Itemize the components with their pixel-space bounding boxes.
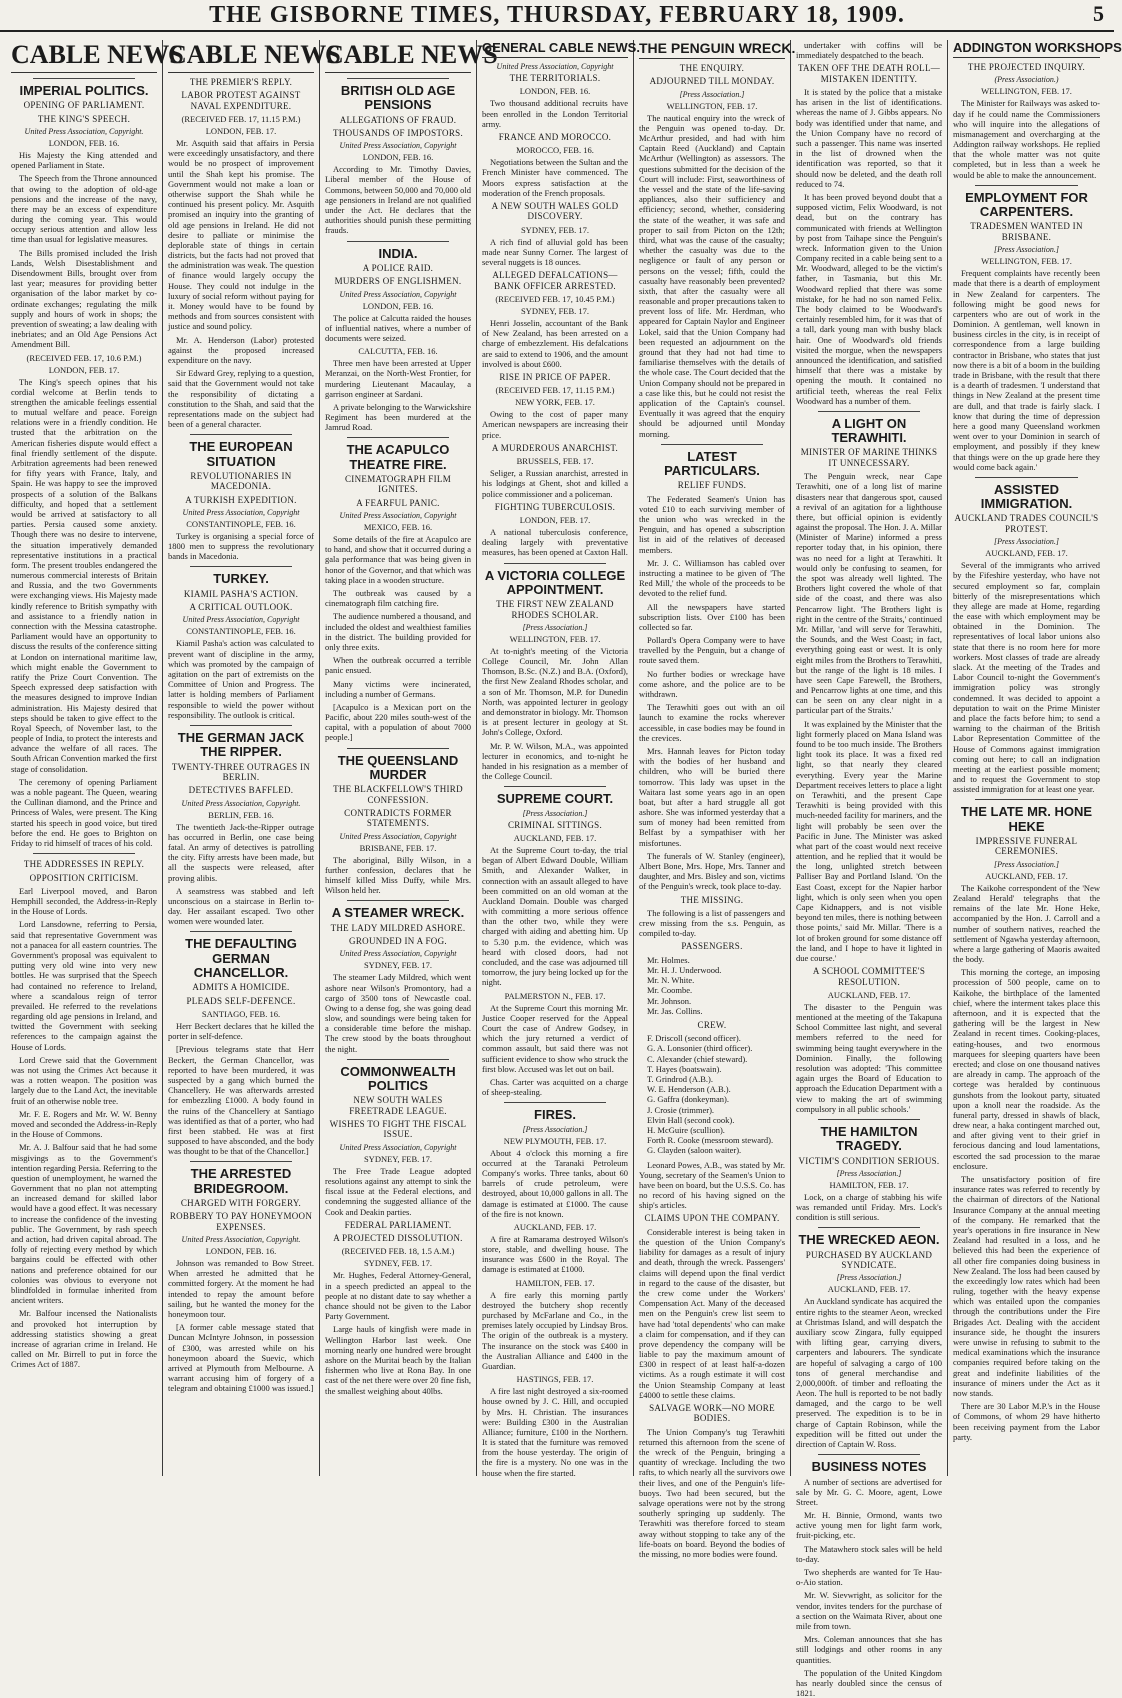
- dateline: SYDNEY, FEB. 17.: [363, 1258, 433, 1269]
- article-paragraph: Frequent complaints have recently been made that there is a dearth of employment in New Zealand for carpenters. The following might be good news for carpenters who are out of work in the Dominion. A gentleman, well known in business circles in the city, is in receipt of correspondence from a large building contractor in Brisbane, who states that just now there is a bit of a boom in the building trade in Brisbane, with the result that there is a dearth of tradesmen. 'I understand that things in New Zealand at the present time are dull, and that trade is fairly slack. I know that during the time of depression here a good many Queensland workmen went over to your Dominion in search of employment, and possibly if they knew that things were on the up grade here they would come back again.': [953, 268, 1100, 472]
- divider: [975, 185, 1078, 186]
- article-paragraph: Mr. H. Binnie, Ormond, wants two active young men for light farm work, fruit-picking, etc.: [796, 1510, 942, 1541]
- article-paragraph: Mrs. Coleman announces that she has still lodgings and other rooms in any quantities.: [796, 1634, 942, 1665]
- dateline: AUCKLAND, FEB. 17.: [513, 832, 597, 843]
- page-number: 5: [1093, 1, 1104, 26]
- headline: FIRES.: [534, 1107, 576, 1123]
- dateline: LONDON, FEB. 17.: [519, 515, 591, 526]
- subheadline: OPENING OF PARLIAMENT.: [23, 100, 145, 111]
- list-item: H. McGuire (scullion).: [647, 1124, 725, 1135]
- subheadline: TRADESMEN WANTED IN BRISBANE.: [970, 221, 1083, 242]
- subheadline: AUCKLAND TRADES COUNCIL'S PROTEST.: [954, 513, 1099, 534]
- agency-credit: United Press Association, Copyright: [339, 949, 457, 959]
- dateline: WELLINGTON, FEB. 17.: [666, 100, 758, 111]
- article-paragraph: Large hauls of kingfish were made in Wellington Harbor last week. One morning nearly one hundred were brought ashore on the Muritai beach by the Italian fishermen who live at Rona Bay. In one cast of the net there were over 20 fine fish, the smallest weighing about 40lbs.: [325, 1324, 471, 1396]
- dateline: AUCKLAND, FEB. 17.: [985, 548, 1068, 559]
- divider: [190, 1161, 292, 1162]
- article-paragraph: At the Supreme Court this morning Mr. Justice Cooper reserved for the Appeal Court the case of Andrew Godsey, in which the jury returned a verdict of common assault, but said there was not sufficient evidence to show who struck the first blow. Accused was let out on bail.: [482, 1002, 628, 1074]
- divider: [347, 78, 449, 79]
- dateline: BRUSSELS, FEB. 17.: [516, 456, 594, 467]
- headline: SUPREME COURT.: [496, 791, 614, 807]
- masthead: [0, 0, 1114, 32]
- subheadline: THE ADDRESSES IN REPLY.: [23, 859, 145, 870]
- divider: [818, 1119, 920, 1120]
- agency-credit: [Press Association.]: [994, 859, 1059, 869]
- article-paragraph: The disaster to the Penguin was mentioned at the meeting of the Takapuna School Committee last night, and several members referred to the need for swimming being taught everywhere in the Dominion. Finally, the following resolution was adopted: 'This committee again urges the Board of Education to approach the Education Department with a view to making the art of swimming compulsory in all public schools.': [796, 1001, 942, 1114]
- dateline: LONDON, FEB. 17.: [48, 364, 120, 375]
- divider: [818, 1454, 920, 1455]
- column-heading: CABLE NEWS: [325, 40, 471, 73]
- subheadline: LABOR PROTEST AGAINST NAVAL EXPENDITURE.: [181, 90, 301, 111]
- article-paragraph: A seamstress was stabbed and left unconscious on a staircase in Berlin to-day. Her assailant escaped. Two other women were wounded later.: [168, 885, 314, 927]
- article-paragraph: A private belonging to the Warwickshire Regiment has been murdered at the Jamrud Road.: [325, 401, 471, 433]
- subheadline: A SCHOOL COMMITTEE'S RESOLUTION.: [812, 966, 926, 987]
- subheadline: WISHES TO FIGHT THE FISCAL ISSUE.: [329, 1119, 467, 1140]
- agency-credit: [Press Association.]: [994, 245, 1059, 255]
- subheadline: THE BLACKFELLOW'S THIRD CONFESSION.: [333, 784, 463, 805]
- dateline: NEW YORK, FEB. 17.: [515, 397, 595, 408]
- article-paragraph: Two thousand additional recruits have been enrolled in the London Territorial army.: [482, 98, 628, 129]
- dateline: CALCUTTA, FEB. 16.: [358, 346, 438, 357]
- divider: [347, 437, 449, 438]
- subheadline: THE MISSING.: [680, 894, 744, 905]
- article-paragraph: The Matawhero stock sales will be held to-day.: [796, 1543, 942, 1564]
- dateline: CONSTANTINOPLE, FEB. 16.: [186, 626, 296, 637]
- article-paragraph: Several of the immigrants who arrived by the Fifeshire yesterday, who have not secured employment so far, complain bitterly of the misrepresentations which they allege are made at Home, regarding the ease with which employment may be obtained in the Dominion. The representatives of local labor unions also state that there is no room here for more workers. Most classes of trade are already slack. At the meeting of the Trades and Labor Council to-night the Government's immigration policy was strongly condemned. It was decided to appoint a deputation to wait on the Prime Minister and place the facts before him; to send a warning to the chairman of the British Labor Representation Committee of the House of Commons against immigration coming out here; to call an indignation meeting at the earliest possible moment; and to request the Government to stop assisted immigration for at least one year.: [953, 560, 1100, 795]
- article-paragraph: Mr. Hughes, Federal Attorney-General, in a speech predicted an appeal to the people at no distant date to say whether a chance should not be given to the Labor Party Government.: [325, 1270, 471, 1322]
- column-heading: ADDINGTON WORKSHOPS: [953, 40, 1100, 58]
- article-paragraph: Leonard Powes, A.B., was stated by Mr. Young, secretary of the Seamen's Union to have been on board, but the U.S.S. Co. has no record of his having signed on the ship's articles.: [639, 1159, 785, 1211]
- headline: EMPLOYMENT FOR CARPENTERS.: [965, 189, 1088, 220]
- list-item: Mr. Johnson.: [647, 995, 692, 1006]
- subheadline: THE PROJECTED INQUIRY.: [967, 62, 1086, 72]
- column-1: [6, 40, 184, 1476]
- dateline: BERLIN, FEB. 16.: [208, 809, 274, 820]
- article-paragraph: [A former cable message stated that Duncan McIntyre Johnson, in possession of £300, was arrested while on his honeymoon aboard the Suevic, which arrived at Plymouth from Melbourne. A warrant accusing him of forgery of a telegram and obtaining £1000 was issued.]: [168, 1322, 314, 1394]
- article-paragraph: Johnson was remanded to Bow Street. When arrested he admitted that he committed forgery. At the moment he had intended to repay the amount before sailing, but he wanted the money for the honeymoon tour.: [168, 1258, 314, 1320]
- agency-credit: United Press Association, Copyright: [339, 141, 457, 151]
- agency-credit: United Press Association, Copyright: [339, 831, 457, 841]
- agency-credit: [Press Association.]: [522, 808, 588, 818]
- agency-credit: United Press Association, Copyright: [339, 289, 457, 299]
- article-paragraph: Many victims were incinerated, including a number of Germans.: [325, 678, 471, 699]
- subheadline: THE PREMIER'S REPLY.: [189, 77, 293, 87]
- headline: TURKEY.: [213, 571, 269, 587]
- column-7: [948, 40, 1122, 1476]
- divider: [347, 900, 449, 901]
- agency-credit: [Press Association.]: [836, 1168, 902, 1178]
- article-paragraph: Considerable interest is being taken in the question of the Union Company's liability for damages as a result of injury and death, through the wreck. Passengers' claims will depend upon the final verdict in regard to the cause of the disaster, but the crew come under the Workers' Compensation Act. Many of the deceased men on the Penguin's crew list seem to have had 'total dependents' who can make a claim for compensation, and if they can prove dependency the company will be liable to pay the maximum amount of £300 in respect of at least half-a-dozen victims. As a rough estimate it will cost the Union Steamship Company at least £4000 to settle these claims.: [639, 1226, 785, 1400]
- divider: [33, 853, 135, 854]
- subheadline: TWENTY-THREE OUTRAGES IN BERLIN.: [171, 761, 311, 782]
- dateline: SYDNEY, FEB. 17.: [520, 224, 590, 235]
- subheadline: TAKEN OFF THE DEATH ROLL—MISTAKEN IDENTITY.: [797, 63, 941, 84]
- agency-credit: United Press Association, Copyright: [339, 511, 457, 521]
- article-paragraph: Lord Lansdowne, referring to Persia, said that representative Government was not a panacea for all eastern countries. The Government's proposal was equivalent to putting very old wine into very new bottles. He was surprised that the Speech had contained no reference to Ireland, where a scandalous reign of terror prevailed. He referred to the revelations regarding old age pensions in Ireland, and twitted the Government with seeking references to the campaign against the House of Lords.: [11, 919, 157, 1052]
- article-paragraph: Mr. Balfour incensed the Nationalists and provoked hot interruption by addressing statistics showing a great increase of agrarian crime in Ireland. He called on Mr. Birrell to put in force the Crimes Act of 1887.: [11, 1308, 157, 1370]
- article-paragraph: No further bodies or wreckage have come ashore, and the police are to be withdrawn.: [639, 668, 785, 699]
- article-paragraph: [Previous telegrams state that Herr Beckert, the German Chancellor, was reported to have been murdered, it was suspected by a gang which burned the Chancellery. He was afterwards arrested for embezzling £1000. A body found in the ruins of the Chancellery at Santiago was identified as that of a porter, who had first been stabbed. He was at first supposed to have absconded, and the body was thought to be that of the Chancellor.]: [168, 1044, 314, 1157]
- article-paragraph: About 4 o'clock this morning a fire occurred at the Taranaki Petroleum Company's works. Three tanks, about 60 barrels of crude petroleum, were destroyed, about 10,000 gallons in all. The damage is estimated at £1000. The cause of the fire is not known.: [482, 1147, 628, 1219]
- article-paragraph: Negotiations between the Sultan and the French Minister have commenced. The Moors express satisfaction at the moderation of the French proposals.: [482, 157, 628, 198]
- headline: THE LATE MR. HONE HEKE: [960, 804, 1093, 834]
- subheadline: MURDERS OF ENGLISHMEN.: [334, 276, 462, 287]
- subheadline: IMPRESSIVE FUNERAL CEREMONIES.: [975, 836, 1078, 857]
- column-heading: GENERAL CABLE NEWS.: [482, 40, 628, 58]
- dateline: (RECEIVED FEB. 17, 11.15 P.M.): [181, 114, 301, 125]
- article-paragraph: According to Mr. Timothy Davies, Liberal member of the House of Commons, between 50,000 and 70,000 old age pensioners in Ireland are not qualified under the Act. He declares that the authorities should punish these permitting frauds.: [325, 164, 471, 236]
- article-paragraph: Lord Crewe said that the Government was not using the Crimes Act because it was a rotten weapon. The position was largely due to the Land Act, the inevitable fruit of an otherwise noble tree.: [11, 1054, 157, 1106]
- article-paragraph: Pollard's Opera Company were to have travelled by the Penguin, but a change of route saved them.: [639, 635, 785, 666]
- dateline: AUCKLAND, FEB. 17.: [827, 989, 911, 1000]
- article-paragraph: [Acapulco is a Mexican port on the Pacific, about 220 miles south-west of the capital, with a population of about 7000 people.]: [325, 701, 471, 743]
- headline: A STEAMER WRECK.: [331, 905, 465, 921]
- list-item: Mr. Coombe.: [647, 985, 693, 996]
- dateline: SYDNEY, FEB. 17.: [363, 960, 433, 971]
- column-3: [320, 40, 498, 1476]
- list-item: Elvin Hall (second cook).: [647, 1114, 735, 1125]
- subheadline: MINISTER OF MARINE THINKS IT UNNECESSARY.: [800, 447, 938, 468]
- dateline: LONDON, FEB. 16.: [48, 137, 120, 148]
- headline: BUSINESS NOTES: [811, 1459, 927, 1475]
- dateline: WELLINGTON, FEB. 17.: [981, 256, 1072, 267]
- subheadline: A NEW SOUTH WALES GOLD DISCOVERY.: [491, 201, 619, 222]
- agency-credit: United Press Association, Copyright: [182, 507, 300, 517]
- subheadline: THE TERRITORIALS.: [509, 73, 601, 83]
- article-paragraph: The steamer Lady Mildred, which went ashore near Wilson's Promontory, had a cargo of 3500 tons of Newcastle coal. Owing to a dense fog, she was going dead slow, and soundings were being taken for a considerable time before the mishap. The crew stood by the boats throughout the night.: [325, 972, 471, 1054]
- divider: [347, 748, 449, 749]
- divider: [661, 444, 763, 445]
- agency-credit: [Press Association.]: [836, 1273, 902, 1283]
- dateline: SYDNEY, FEB. 17.: [363, 1153, 433, 1164]
- article-paragraph: The twentieth Jack-the-Ripper outrage has occurred in Berlin, one case being fatal. An army of detectives is patrolling the city. Fifty arrests have been made, but all the suspects were released, after proving alibis.: [168, 821, 314, 883]
- article-paragraph: Mr. P. W. Wilson, M.A., was appointed lecturer in economics, and to-night he handed in his resignation as a member of the College Council.: [482, 740, 628, 782]
- article-paragraph: The Union Company's tug Terawhiti returned this afternoon from the scene of the wreck of the Penguin, bringing a quantity of wreckage. Including the two rafts, to which nearly all the survivors owe their lives, and one of the Penguin's life-buoys. Two had been secured, but the salvage operations were not by the strong southerly springing up suddenly. The Terawhiti was therefore forced to steam away without stopping to take any of the life-boats on board. Beyond the bodies of the missing, no more bodies were found.: [639, 1426, 785, 1559]
- divider: [190, 725, 292, 726]
- article-paragraph: Some details of the fire at Acapulco are to hand, and show that it occurred during a gala performance that was being given in honor of the Governor, and that which was taking place in a wooden structure.: [325, 534, 471, 585]
- subheadline: DETECTIVES BAFFLED.: [188, 785, 294, 796]
- subheadline: PURCHASED BY AUCKLAND SYNDICATE.: [805, 1249, 933, 1271]
- divider: [347, 241, 449, 242]
- list-item: Mr. H. J. Underwood.: [647, 965, 722, 975]
- article-paragraph: When the outbreak occurred a terrible panic ensued.: [325, 655, 471, 676]
- list-item: G. A. Lonsonier (third officer).: [647, 1043, 753, 1054]
- subheadline: PASSENGERS.: [681, 941, 743, 952]
- article-paragraph: A fire last night destroyed a six-roomed house owned by J. C. Hill, and occupied by Mrs. H. Christian. The insurances were: Building £300 in the Australian Alliance; furniture, £100 in the Northern. It is stated that the furniture was removed from the house yesterday. The origin of the fire is a mystery. No one was in the house when the fire started.: [482, 1386, 628, 1478]
- dateline: HASTINGS, FEB. 17.: [516, 1374, 594, 1385]
- article-paragraph: undertaker with coffins will be immediately despatched to the beach.: [796, 40, 942, 61]
- subheadline: CREW.: [697, 1019, 727, 1030]
- subheadline: KIAMIL PASHA'S ACTION.: [183, 588, 299, 599]
- dateline: SYDNEY, FEB. 17.: [520, 305, 590, 316]
- article-paragraph: An Auckland syndicate has acquired the entire rights to the steamer Aeon, wrecked at Christmas Island, and will despatch the auxiliary scow Zingara, fully equipped with lifting gear, carrying divers, carpenters and labourers. The syndicate are hopeful of salvaging a cargo of 100 tons of general merchandise and 2,000,000ft. of timber and refloating the Aeon. The hull is reported to be not badly damaged, and the cargo to be well preserved. The expedition is to be in charge of Captain Robinson, while the expedition will be fitted out under the direction of Captain W. Ross.: [796, 1296, 942, 1450]
- article-paragraph: This morning the cortege, an imposing procession of 500 people, came on to Kaikohe, the birthplace of the lamented chief, where the interment takes place this afternoon, and it is expected that the gathering will be the largest in New Zealand in recent times. Cooking-places, eating-houses, and two enormous marquees for sleeping quarters have been erected; and close on one thousand natives are already in camp. The approach of the cortege was heralded by continuous gunshots from the lookout party, situated upon a knoll near the roadside. As the funeral party, dressed in shawls of black, drew near, a haka contingent marched out, and after giving vent to their grief in ferocious dancing and loud lamentations, escorted the sad procession to the marae enclosure.: [953, 967, 1100, 1171]
- list-item: Mr. Holmes.: [647, 954, 690, 965]
- subheadline: RISE IN PRICE OF PAPER.: [499, 371, 611, 382]
- column-4: [477, 40, 640, 1478]
- article-paragraph: Chas. Carter was acquitted on a charge of sheep-stealing.: [482, 1076, 628, 1098]
- list-item: W. E. Henderson (A.B.).: [647, 1084, 731, 1095]
- subheadline: VICTIM'S CONDITION SERIOUS.: [798, 1155, 940, 1166]
- headline: THE DEFAULTING GERMAN CHANCELLOR.: [185, 936, 297, 981]
- article-paragraph: Kiamil Pasha's action was calculated to prevent want of discipline in the army, which was promoted by the campaign of agitation on the part of extremists on the Committee of Union and Progress. The latter is holding members of Parliament responsible to wield the power without responsibility. The outlook is critical.: [168, 638, 314, 720]
- headline: INDIA.: [378, 245, 418, 261]
- list-item: G. Gaffra (donkeyman).: [647, 1094, 729, 1105]
- subheadline: SALVAGE WORK—NO MORE BODIES.: [649, 1403, 775, 1424]
- headline: LATEST PARTICULARS.: [664, 448, 760, 478]
- divider: [190, 566, 292, 567]
- subheadline: RELIEF FUNDS.: [677, 480, 747, 491]
- dateline: HAMILTON, FEB. 17.: [829, 1179, 909, 1190]
- dateline: SANTIAGO, FEB. 16.: [201, 1009, 281, 1020]
- agency-credit: [Press Association.]: [522, 1124, 588, 1134]
- list-item: Mr. N. White.: [647, 975, 695, 986]
- headline: IMPERIAL POLITICS.: [19, 83, 149, 98]
- article-paragraph: The nautical enquiry into the wreck of the Penguin was opened to-day. Dr. McArthur presided, and had with him Captain Reed (Auckland) and Captain McArthur (Wellington) as assessors. The questions submitted for the decision of the Court will include: First, seaworthiness of the vessel and the state of the life-saving appliances, also their sufficiency and efficiency; second, whether, considering the state of the weather, it was safe and proper to sail from Picton on the 12th; third, what was the cause of the casualty; whether the casualty was due to the negligence or fault of any person or persons on the vessel; fifth, could the casualty have reasonably been prevented? sixth, that after the casualty were all reasonable and proper precautions taken to prevent loss of life. Mr. Herdman, who appeared for Captain Naylor and Engineer Lokel, said that the Union Company had been requested an adjournment on the ground that they had not had time to familiarise themselves with the details of the whole case. The Court decided that the Union Company should not be prepared in a case like this, but he could not resist the application of the Captain's counsel. Eventually it was agreed that the enquiry should be adjourned until Monday morning.: [639, 112, 785, 439]
- article-paragraph: It was explained by the Minister that the light formerly placed on Mana Island was found to be too much inside. The Brothers light took its place. It was a fixed red light, so that nearly they cleared everything. Every year the Marine Department receives letters to place a light on Terawhiti, and the present Cape Terawhiti is being provided with this much-needed facility for mariners, and the light will probably be seen over the Pacific in June. The Minister was asked what part of the coast would next receive attention, and he replied that it would be the long, unlighted stretch between Palliser Bay and Portland Island. 'On the East Coast, except for the Napier harbor light, which is only seen when you open Cape Kidnappers, and is not visible beyond ten miles, there is nothing between those points,' said Mr. Millar. 'There is a lot of broken ground for some distance off the land, and I hope to have it lighted in due course.': [796, 718, 942, 963]
- columns-container: [6, 40, 1122, 1698]
- agency-credit: United Press Association, Copyright.: [181, 1235, 301, 1245]
- subheadline: OPPOSITION CRITICISM.: [29, 872, 139, 883]
- subheadline: FEDERAL PARLIAMENT.: [344, 1219, 452, 1230]
- headline: THE GERMAN JACK THE RIPPER.: [177, 729, 305, 760]
- article-paragraph: The Kaikohe correspondent of the 'New Zealand Herald' telegraphs that the remains of the late Mr. Hone Heke, accompanied by the Hon. J. Carroll and a number of southern natives, reached the settlement of Ngawha yesterday afternoon, where a large gathering of Maoris awaited the body.: [953, 882, 1100, 965]
- subheadline: CONTRADICTS FORMER STATEMENTS.: [344, 807, 452, 829]
- article-paragraph: Mr. W. Sievwright, as solicitor for the vendor, invites tenders for the purchase of a section on the Waimata River, about one mile from town.: [796, 1590, 942, 1631]
- article-paragraph: A number of sections are advertised for sale by Mr. G. C. Moore, agent, Lowe Street.: [796, 1476, 942, 1507]
- list-item: Forth R. Cooke (messroom steward).: [647, 1135, 774, 1146]
- agency-credit: [Press Association.]: [522, 622, 588, 632]
- article-paragraph: Mrs. Hannah leaves for Picton today with the bodies of her husband and children, who will be buried there tomorrow. This lady was upset in the Waitara last some years ago in an open boat, but after a hard struggle all got ashore. She was informed yesterday that a sum of money had been remitted from Belfast by a sympathiser with her misfortunes.: [639, 745, 785, 848]
- headline: THE QUEENSLAND MURDER: [337, 752, 459, 782]
- headline: BRITISH OLD AGE PENSIONS: [340, 83, 456, 113]
- article-paragraph: The population of the United Kingdom has nearly doubled since the census of 1821.: [796, 1667, 942, 1698]
- agency-credit: United Press Association, Copyright: [496, 62, 614, 71]
- agency-credit: [Press Association.]: [994, 537, 1059, 547]
- dateline: PALMERSTON N., FEB. 17.: [504, 990, 606, 1001]
- subheadline: THE KING'S SPEECH.: [37, 113, 131, 124]
- subheadline: ALLEGED DEFALCATIONS—BANK OFFICER ARRESTED.: [492, 270, 618, 291]
- article-paragraph: The King's speech opines that his cordial welcome at Berlin tends to strengthen the amicable feelings essential to mutual welfare and peace. Foreign relations were in a friendly condition. He trusted that the arbitration on the American fisheries dispute would effect a final friendly settlement of the dispute. Arbitration agreements had been renewed for fifty years with France, Italy, and Spain. He was happy to see the improved prospects of a solution of the Balkans difficulty, and hoped that a settlement would be arrived at satisfactory to all parties. Persia caused some anxiety. Though there was no desire to intervene, the situation imperatively demanded representative institutions in a practical form. The present troubles endangered the numerous commercial interests of Britain and Russia, and the two Governments were exchanging views. His Majesty made kindly reference to British sympathy with and assistance to a friendly nation in connection with the Messina catastrophe. Parliament would have an opportunity to discuss the results of the conference sitting at London on international maritime law, which might enable the Government to ratify the Prize Court Convention. The Speech expressed deep satisfaction with the measures designed to improve Indian administration. His Majesty desired that steps should be taken to give effect to the Royal Speech, of November last, to the people of India, to protect the interests and advance the welfare of all races. The South African Convention marked the first stage of consolidation.: [11, 376, 157, 774]
- headline: A LIGHT ON TERAWHITI.: [831, 415, 907, 446]
- name-list: [647, 1033, 785, 1155]
- subheadline: CRIMINAL SITTINGS.: [507, 819, 603, 830]
- agency-credit: United Press Association, Copyright.: [181, 798, 301, 808]
- dateline: LONDON, FEB. 16.: [205, 1246, 277, 1257]
- agency-credit: United Press Association, Copyright: [339, 1142, 457, 1152]
- list-item: T. Grindrod (A.B.).: [647, 1074, 713, 1085]
- article-paragraph: The Penguin wreck, near Cape Terawhiti, one of a long list of marine disasters near that dangerous spot, caused a revival of an agitation for a lighthouse there, but official opinion is evidently against the proposal. The Hon. J. A. Millar (Minister of Marine) informed a press reporter today that, in his opinion, there was no need for a light at Terawhiti. It would only be confusing to seamen, for the spot was already well lighted. The Brothers light covered the whole of that side of the coast, and there was also Pencarrow light. 'The Brothers light is right in the centre of the Straits,' continued Mr. Millar, 'and will serve for Terawhiti, the Sounds, and the West Coast; in fact, everything going east or west. It is only eight miles from the Brothers to Terawhiti, but the range of the light is 18 miles. I have seen Cape Farewell, the Brothers, and Pencarrow lights at one time, and this can be seen on any clear night in a particular part of the Straits.': [796, 471, 942, 716]
- article-paragraph: All the newspapers have started subscription lists. Over £100 has been collected so far.: [639, 601, 785, 632]
- headline: THE WRECKED AEON.: [798, 1232, 940, 1248]
- article-paragraph: The unsatisfactory position of fire insurance rates was referred to recently by the chairman of directors of the National Insurance Company at the annual meeting of the company. He remarked that the year's operations in fire insurance in New Zealand had resulted in a loss, and he believed this had been the experience of all other fire companies doing business in New Zealand. The loss had been caused by the exceedingly low rates which had been ruling, together with the heavy expense which was entailed upon the companies through the contributions under the Fire Brigades Act. Dealing with the accident insurance side, he thought the insurers were unwise in refusing to submit to the medical examinations which the insurance companies required before taking on the great and indefinite liabilities of the insurance of miners under the Act as it now stands.: [953, 1174, 1100, 1398]
- dateline: AUCKLAND, FEB. 17.: [827, 1284, 911, 1295]
- headline: A VICTORIA COLLEGE APPOINTMENT.: [484, 567, 626, 597]
- article-paragraph: A rich find of alluvial gold has been made near Sunny Corner. The largest of several nuggets is 18 ounces.: [482, 236, 628, 268]
- name-list: [647, 955, 785, 1016]
- column-2: [163, 40, 341, 1476]
- subheadline: ADMITS A HOMICIDE.: [192, 982, 290, 993]
- dateline: MOROCCO, FEB. 16.: [516, 145, 594, 156]
- article-paragraph: There are 30 Labor M.P.'s in the House of Commons, of whom 29 have hitherto been receiving payment from the Labor party.: [953, 1401, 1100, 1442]
- divider: [347, 1059, 449, 1060]
- dateline: NEW PLYMOUTH, FEB. 17.: [503, 1135, 607, 1146]
- article-paragraph: The audience numbered a thousand, and included the oldest and wealthiest families in the district. The building provided for only three exits.: [325, 611, 471, 652]
- subheadline: THE ENQUIRY.: [679, 63, 745, 73]
- article-paragraph: It is stated by the police that a mistake has arisen in the list of identifications. whereas the name of J. Gibbs appears. No body was identified under that name, and the Union Company have no record of such a passenger. This name was inserted in the list of drowned when the identification was reported, so that it should now be deleted, and the death roll reduced to 74.: [796, 87, 942, 189]
- subheadline: FRANCE AND MOROCCO.: [498, 131, 612, 142]
- agency-credit: (Press Association.): [994, 75, 1059, 85]
- subheadline: THOUSANDS OF IMPOSTORS.: [332, 127, 463, 138]
- subheadline: REVOLUTIONARIES IN MACEDONIA.: [190, 470, 292, 492]
- article-paragraph: The aboriginal, Billy Wilson, in a further confession, declares that he himself killed Miss Duffy, while Mrs. Wilson held her.: [325, 854, 471, 896]
- article-paragraph: A fire early this morning partly destroyed the butchery shop recently purchased by McFarlane and Co., in the premises lately occupied by Lindsay Bros. The origin of the outbreak is a mystery. The insurance on the stock was £400 in the Australian Alliance and £400 in the Guardian.: [482, 1289, 628, 1371]
- divider: [504, 563, 606, 564]
- column-heading: CABLE NEWS: [11, 40, 157, 73]
- subheadline: A TURKISH EXPEDITION.: [185, 494, 297, 505]
- masthead-title: THE GISBORNE TIMES, THURSDAY, FEBRUARY 18, 1909.: [209, 1, 905, 28]
- article-paragraph: The Minister for Railways was asked to-day if he could name the Commissioners who will inquire into the allegations of mismanagement and overcharging at the Addington railway workshops. He replied that the whole matter was not quite completed, but in less than a week he would be able to make the announcement.: [953, 98, 1100, 180]
- article-paragraph: The police at Calcutta raided the houses of influential natives, where a number of documents were seized.: [325, 312, 471, 343]
- dateline: AUCKLAND, FEB. 17.: [513, 1221, 597, 1232]
- headline: THE EUROPEAN SITUATION: [189, 439, 293, 469]
- article-paragraph: Three men have been arrested at Upper Meranzai, on the North-West Frontier, for murdering Lieutenant Macaulay, a garrison engineer at Sardani.: [325, 358, 471, 399]
- divider: [190, 434, 292, 435]
- subheadline: A MURDEROUS ANARCHIST.: [491, 442, 619, 453]
- article-paragraph: At to-night's meeting of the Victoria College Council, Mr. John Allan Thomson, B.Sc. (N.Z.) and B.A. (Oxford), the first New Zealand Rhodes scholar, and a son of Mr. Thomson, M.P. for Dunedin North, was appointed lecturer in geology and demonstrator in biology. Mr. Thomson is at present lecturer in geology at St. John's College, Oxford.: [482, 645, 628, 738]
- dateline: LONDON, FEB. 16.: [362, 300, 434, 311]
- subheadline: THE LADY MILDRED ASHORE.: [330, 922, 466, 933]
- divider: [504, 786, 606, 787]
- subheadline: THE FIRST NEW ZEALAND RHODES SCHOLAR.: [496, 599, 614, 620]
- article-paragraph: Sir Edward Grey, replying to a question, said that the Government would not take the responsibility of dictating a constitution to the Shah, and said that the representations made on the subject had been of a general character.: [168, 368, 314, 430]
- subheadline: ALLEGATIONS OF FRAUD.: [339, 114, 457, 125]
- article-paragraph: Mr. J. C. Williamson has cabled over instructing a matinee to be given of 'The Red Mill,' the whole of the proceeds to be devoted to the relief fund.: [639, 557, 785, 599]
- subheadline: A CRITICAL OUTLOOK.: [189, 602, 293, 613]
- subheadline: PLEADS SELF-DEFENCE.: [186, 995, 296, 1006]
- dateline: (RECEIVED FEB. 18, 1.5 A.M.): [341, 1246, 455, 1257]
- subheadline: CHARGED WITH FORGERY.: [180, 1198, 302, 1209]
- article-paragraph: Mr. A. J. Balfour said that he had some misgivings as to the Government's intention regarding Persia. Referring to the question of unemployment, he warned the Government that no plan not attempting an increased demand for skilled labor would have a good effect. It was necessary to increase the confidence of the investing public. The Government, by rash speech and action, had driven capital abroad. The folly of rejecting every method by which bargains could be effected with other nations and preference obtained for our colonies was obvious to everyone not blindfolded in formulae inherited from ancient writers.: [11, 1142, 157, 1306]
- subheadline: A PROJECTED DISSOLUTION.: [333, 1233, 463, 1244]
- subheadline: ROBBERY TO PAY HONEYMOON EXPENSES.: [169, 1211, 313, 1232]
- headline: THE HAMILTON TRAGEDY.: [820, 1123, 918, 1154]
- list-item: C. Alexander (chief steward).: [647, 1053, 748, 1064]
- article-paragraph: At the Supreme Court to-day, the trial began of Albert Edward Double, William Smith, and Alexander Walker, in connection with an assault alleged to have been committed on an old woman at the Auckland Domain. Double was charged with committing a more serious offence than the other two, while they were charged with aiding and abetting him. Up to 5.30 p.m. the evidence, which was heard with closed doors, had not concluded, and the case was adjourned till tomorrow, the jury being locked up for the night.: [482, 844, 628, 988]
- subheadline: GROUNDED IN A FOG.: [349, 936, 447, 946]
- article-paragraph: The Speech from the Throne announced that owing to the adoption of old-age pensions and the increase of the navy, there may be an excess of expenditure during the coming year. This would occupy serious attention and allow less time than usual for legislative measures.: [11, 173, 157, 245]
- article-paragraph: The Bills promised included the Irish Lands, Welsh Disestablishment and Disendowment Bills, brought over from last year; measures for providing better organisation of the labor market by co-ordinate exchanges; regulating the milk supply and hours of work in shops; the prevention of sweating; a law dealing with inebriates; and an Old Age Pensions Act Amendment Bill.: [11, 247, 157, 350]
- column-heading: THE PENGUIN WRECK.: [639, 40, 785, 59]
- article-paragraph: A fire at Ramarama destroyed Wilson's store, stable, and dwelling house. The insurance was £600 in the Royal. The damage is estimated at £1000.: [482, 1233, 628, 1275]
- divider: [504, 1102, 606, 1103]
- article-paragraph: Lock, on a charge of stabbing his wife was remanded until Friday. Mrs. Lock's condition is still serious.: [796, 1191, 942, 1223]
- article-paragraph: Turkey is organising a special force of 1800 men to suppress the revolutionary bands in Macedonia.: [168, 530, 314, 562]
- dateline: BRISBANE, FEB. 17.: [359, 842, 437, 853]
- subheadline: A POLICE RAID.: [362, 262, 434, 273]
- subheadline: CLAIMS UPON THE COMPANY.: [644, 1213, 780, 1224]
- article-paragraph: A national tuberculosis conference, dealing largely with preventative measures, has been opened at Caxton Hall.: [482, 527, 628, 558]
- list-item: Mr. Jas. Collins.: [647, 1005, 703, 1016]
- subheadline: FIGHTING TUBERCULOSIS.: [494, 501, 616, 512]
- article-paragraph: The Terawhiti goes out with an oil launch to examine the rocks wherever accessible, in case bodies may be found in the crevices.: [639, 702, 785, 743]
- article-paragraph: Mr. A. Henderson (Labor) protested against the proposed increased expenditure on the navy.: [168, 334, 314, 365]
- dateline: LONDON, FEB. 16.: [519, 86, 591, 97]
- subheadline: A FEARFUL PANIC.: [356, 497, 440, 508]
- dateline: LONDON, FEB. 17.: [205, 126, 277, 137]
- dateline: (RECEIVED FEB. 17, 10.45 P.M.): [495, 293, 615, 304]
- dateline: HAMILTON, FEB. 17.: [515, 1277, 595, 1288]
- subheadline: ADJOURNED TILL MONDAY.: [649, 76, 775, 87]
- column-5: [634, 40, 796, 1559]
- article-paragraph: Owing to the cost of paper many American newspapers are increasing their price.: [482, 409, 628, 440]
- article-paragraph: Seliger, a Russian anarchist, arrested in his lodgings at Ghent, shot and killed a police commissioner and a policeman.: [482, 468, 628, 499]
- article-paragraph: The following is a list of passengers and crew missing from the s.s. Penguin, as compiled to-day.: [639, 907, 785, 939]
- dateline: AUCKLAND, FEB. 17.: [985, 870, 1068, 881]
- article-paragraph: The Federated Seamen's Union has voted £10 to each surviving member of the union who was wrecked in the Penguin, and has opened a subscription list in aid of the relatives of deceased members.: [639, 493, 785, 555]
- article-paragraph: Mr. F. E. Rogers and Mr. W. W. Benny moved and seconded the Address-in-Reply in the House of Commons.: [11, 1108, 157, 1140]
- article-paragraph: Mr. Asquith said that affairs in Persia were exceedingly unsatisfactory, and there would be no prospect of improvement until the Shah kept his promise. The Government would not make a loan or otherwise support the Shah while he continued his present policy. Mr. Asquith promised an inquiry into the granting of old age pensions in Ireland. He did not desire to palliate or minimise the deplorable state of things in certain districts, but the facts had not proved that the administration was weak. The question of finance would largely occupy the House. They could not indulge in the luxury of social reform without paying for it. Money would have to be found by methods and from sources consistent with justice and sound policy.: [168, 138, 314, 332]
- divider: [33, 78, 135, 79]
- dateline: WELLINGTON, FEB. 17.: [981, 86, 1072, 97]
- article-paragraph: Earl Liverpool moved, and Baron Hemphill seconded, the Address-in-Reply in the House of Lords.: [11, 885, 157, 917]
- list-item: T. Hayes (boatswain).: [647, 1063, 722, 1074]
- column-heading: CABLE NEWS: [168, 40, 314, 73]
- dateline: WELLINGTON, FEB. 17.: [509, 633, 601, 644]
- article-paragraph: The outbreak was caused by a cinematograph film catching fire.: [325, 588, 471, 609]
- article-paragraph: It has been proved beyond doubt that a supposed victim, Felix Woodward, is not dead, but on the contrary has communicated with friends at Wellington by post from Taihape since the Penguin's wreck. Information given to the Union Company recited in a cable being sent to a Mr. Woodward, alleged to be the victim's father, in Tasmania, but this Mr. Woodward replied that there was some mistake, for he had no son named Felix. The body claimed to be Woodward's certainly resembled him, for it was that of a tall, dark young man with bushy black hair. One of Woodward's old friends visited the morgue, when the newspapers announced the identification, and satisfied himself that there was a mistake by opening the mouth. It contained no artificial teeth, whereas the real Felix Woodward has a number of them.: [796, 191, 942, 406]
- divider: [818, 411, 920, 412]
- agency-credit: United Press Association, Copyright.: [24, 126, 144, 136]
- subheadline: NEW SOUTH WALES FREETRADE LEAGUE.: [349, 1095, 447, 1116]
- list-item: J. Crosie (trimmer).: [647, 1104, 715, 1115]
- list-item: G. Clayden (saloon waiter).: [647, 1145, 742, 1156]
- agency-credit: United Press Association, Copyright: [182, 615, 300, 625]
- dateline: (RECEIVED FEB. 17, 10.6 P.M.): [26, 352, 142, 363]
- headline: ASSISTED IMMIGRATION.: [980, 481, 1073, 512]
- dateline: (RECEIVED FEB. 17, 11.15 P.M.): [495, 385, 615, 396]
- article-paragraph: The ceremony of opening Parliament was a noble pageant. The Queen, wearing the Cullinan diamond, and the Prince and Princess of Wales, were present. The King started his speech in good voice, but tired before the end. He goes to Brighton on Friday to rid himself of traces of his cold.: [11, 776, 157, 848]
- divider: [975, 477, 1078, 478]
- article-paragraph: The funerals of W. Stanley (engineer), Albert Bone, Mrs. Hope, Mrs. Tanner and daughter, and Mrs. Bisley and son, victims of the Penguin's wreck, took place to-day.: [639, 850, 785, 892]
- article-paragraph: Herr Beckert declares that he killed the porter in self-defence.: [168, 1021, 314, 1042]
- divider: [818, 1227, 920, 1228]
- dateline: LONDON, FEB. 16.: [362, 152, 434, 163]
- article-paragraph: The Free Trade League adopted resolutions against any attempt to sink the fiscal issue at the Federal elections, and condemning the suggested alliance of the Cook and Deakin parties.: [325, 1165, 471, 1217]
- dateline: MEXICO, FEB. 16.: [363, 522, 433, 533]
- article-paragraph: Henri Josselin, accountant of the Bank of New Zealand, has been arrested on a charge of embezzlement. His defalcations are said to extend to 1906, and the amount involved is about £600.: [482, 317, 628, 369]
- divider: [975, 799, 1078, 800]
- divider: [190, 931, 292, 932]
- article-paragraph: His Majesty the King attended and opened Parliament in State.: [11, 149, 157, 171]
- subheadline: CINEMATOGRAPH FILM IGNITES.: [345, 474, 451, 495]
- headline: THE ARRESTED BRIDEGROOM.: [190, 1166, 292, 1196]
- dateline: CONSTANTINOPLE, FEB. 16.: [186, 518, 296, 529]
- list-item: F. Driscoll (second officer).: [647, 1033, 741, 1044]
- article-paragraph: Two shepherds are wanted for Te Hau-o-Aio station.: [796, 1567, 942, 1588]
- headline: COMMONWEALTH POLITICS: [340, 1063, 456, 1094]
- agency-credit: [Press Association.]: [679, 89, 745, 99]
- headline: THE ACAPULCO THEATRE FIRE.: [346, 442, 450, 472]
- column-6: [791, 40, 948, 1698]
